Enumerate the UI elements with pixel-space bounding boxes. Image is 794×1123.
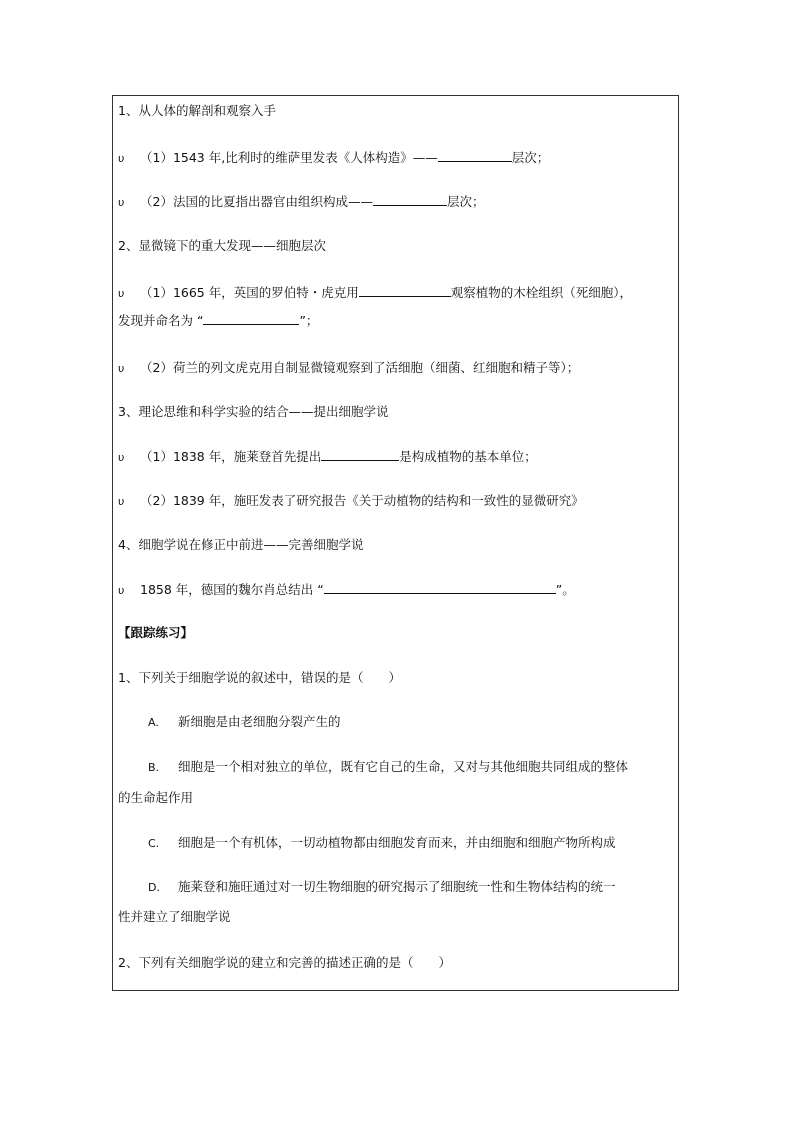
- bullet-icon: υ: [118, 451, 125, 464]
- practice-heading: 【跟踪练习】: [118, 625, 194, 640]
- option-c: C. 细胞是一个有机体，一切动植物都由细胞发育而来，并由细胞和细胞产物所构成: [118, 832, 674, 855]
- section-4-item-1: υ 1858 年，德国的魏尔肖总结出 “ ”。: [118, 579, 674, 602]
- section-2-item-1: υ （1）1665 年，英国的罗伯特・虎克用 观察植物的木栓组织（死细胞），: [118, 282, 674, 305]
- fill-blank[interactable]: [373, 192, 447, 206]
- section-1-item-2: υ （2）法国的比夏指出器官由组织构成—— 层次；: [118, 191, 674, 214]
- section-4-heading: 4、细胞学说在修正中前进——完善细胞学说: [118, 537, 364, 552]
- section-2-heading: 2、显微镜下的重大发现——细胞层次: [118, 238, 326, 253]
- option-a: A. 新细胞是由老细胞分裂产生的: [118, 711, 674, 734]
- bullet-icon: υ: [118, 495, 125, 508]
- option-label: D.: [148, 881, 160, 894]
- option-d: D. 施莱登和施旺通过对一切生物细胞的研究揭示了细胞统一性和生物体结构的统一: [118, 876, 674, 899]
- option-d-line-2: 性并建立了细胞学说: [118, 909, 231, 924]
- question-2: 2、下列有关细胞学说的建立和完善的描述正确的是（ ）: [118, 955, 451, 970]
- section-1-item-1: υ （1）1543 年,比利时的维萨里发表《人体构造》—— 层次；: [118, 147, 674, 170]
- section-2-item-2: υ （2）荷兰的列文虎克用自制显微镜观察到了活细胞（细菌、红细胞和精子等）；: [118, 357, 674, 380]
- section-3-heading: 3、理论思维和科学实验的结合——提出细胞学说: [118, 404, 389, 419]
- fill-blank[interactable]: [324, 580, 556, 594]
- section-1-heading: 1、从人体的解剖和观察入手: [118, 103, 276, 118]
- option-b-line-2: 的生命起作用: [118, 790, 194, 805]
- bullet-icon: υ: [118, 362, 125, 375]
- section-2-item-1-line-2: 发现并命名为 “ ”；: [118, 313, 319, 328]
- section-3-item-1: υ （1）1838 年，施莱登首先提出 是构成植物的基本单位；: [118, 446, 674, 469]
- fill-blank[interactable]: [203, 311, 299, 325]
- option-b: B. 细胞是一个相对独立的单位，既有它自己的生命，又对与其他细胞共同组成的整体: [118, 756, 674, 779]
- option-label: A.: [148, 716, 159, 729]
- bullet-icon: υ: [118, 152, 125, 165]
- option-label: C.: [148, 837, 160, 850]
- fill-blank[interactable]: [359, 283, 451, 297]
- section-3-item-2: υ （2）1839 年，施旺发表了研究报告《关于动植物的结构和一致性的显微研究》: [118, 490, 674, 513]
- bullet-icon: υ: [118, 584, 125, 597]
- bullet-icon: υ: [118, 196, 125, 209]
- question-1: 1、下列关于细胞学说的叙述中，错误的是（ ）: [118, 670, 401, 685]
- option-label: B.: [148, 761, 160, 774]
- fill-blank[interactable]: [321, 447, 399, 461]
- bullet-icon: υ: [118, 287, 125, 300]
- fill-blank[interactable]: [438, 148, 512, 162]
